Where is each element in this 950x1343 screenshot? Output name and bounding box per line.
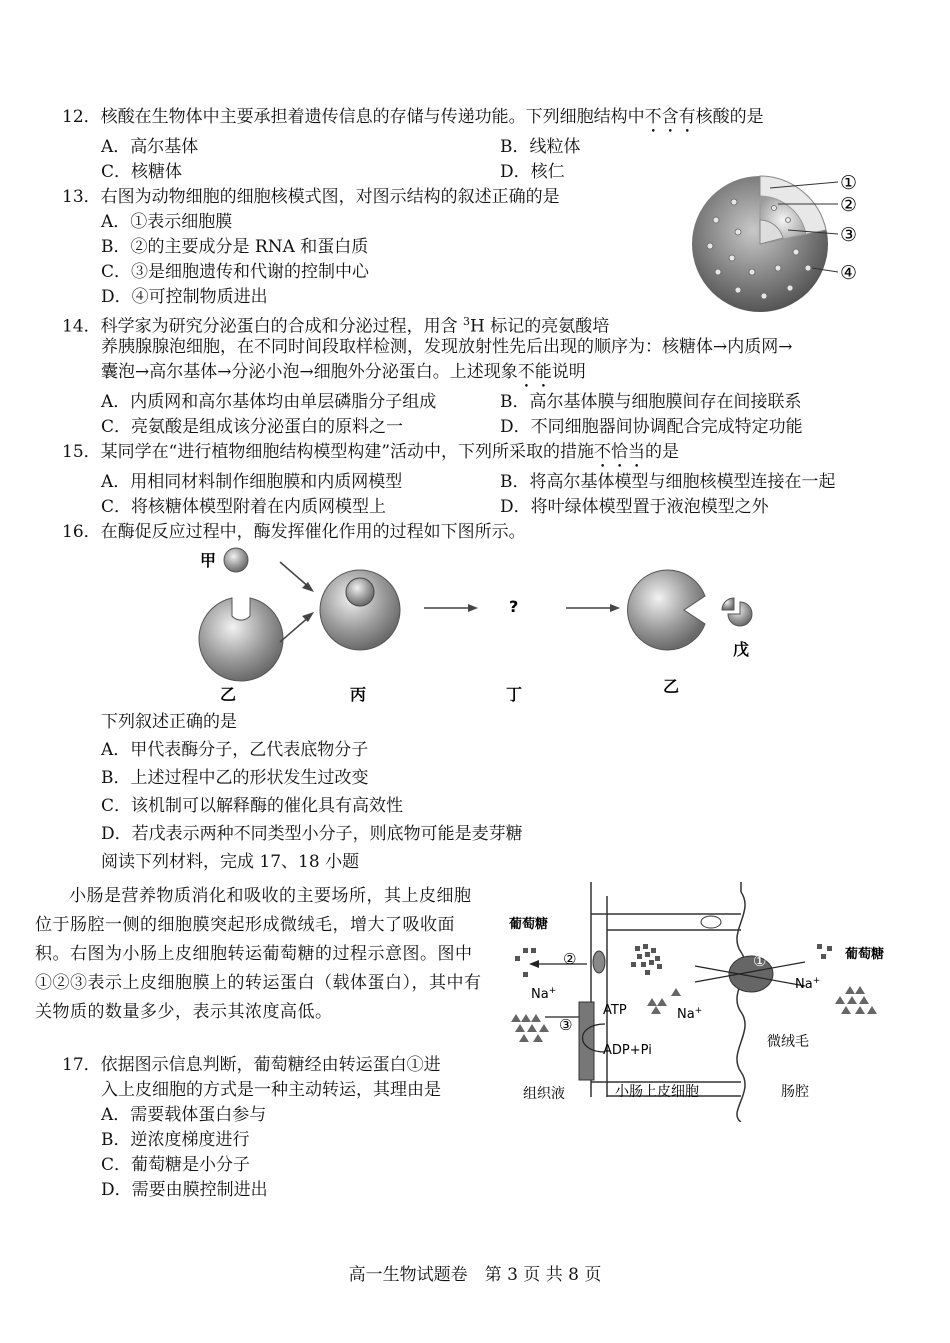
q14-option-b[interactable]: B．高尔基体膜与细胞膜间存在间接联系 (500, 392, 802, 412)
q15-stem: 15．某同学在“进行植物细胞结构模型构建”活动中，下列所采取的措施不恰当的是 (62, 442, 680, 462)
q13-option-c[interactable]: C．③是细胞遗传和代谢的控制中心 (101, 262, 370, 282)
q12-option-c[interactable]: C．核糖体 (101, 162, 183, 182)
enzyme-figure (188, 540, 768, 705)
label-cell: 小肠上皮细胞 (615, 1084, 699, 1100)
reading-passage: 小肠是营养物质消化和吸收的主要场所，其上皮细胞位于肠腔一侧的细胞膜突起形成微绒毛，增大了吸收面积。右图为小肠上皮细胞转运葡萄糖的过程示意图。图中①②③表示上皮细胞膜上的转运蛋白（载体蛋白），其中有关物质的数量多少，表示其浓度高低。 (35, 886, 482, 1022)
label-3: ③ (559, 1016, 573, 1034)
q17-stem-line1: 17．依据图示信息判断，葡萄糖经由转运蛋白①进 (62, 1055, 441, 1075)
product-wu-1 (722, 598, 734, 610)
q16-option-a[interactable]: A．甲代表酶分子，乙代表底物分子 (101, 740, 369, 760)
arrow-glucose-out (529, 960, 539, 968)
q13-option-a[interactable]: A．①表示细胞膜 (101, 212, 233, 232)
q12-stem: 12．核酸在生物体中主要承担着遗传信息的存储与传递功能。下列细胞结构中不含有核酸的是 (62, 107, 764, 127)
tight-junction (701, 916, 721, 928)
transporter-2 (593, 951, 605, 973)
label-bing: 丙 (350, 685, 367, 704)
label-glucose-left: 葡萄糖 (509, 917, 549, 932)
label-glucose-right: 葡萄糖 (845, 947, 885, 962)
label-lumen: 肠腔 (781, 1084, 809, 1100)
q16-option-d[interactable]: D．若戊表示两种不同类型小分子，则底物可能是麦芽糖 (101, 824, 523, 844)
label-tissue-fluid: 组织液 (523, 1086, 565, 1102)
reading-intro: 阅读下列材料，完成 17、18 小题 (101, 852, 360, 872)
q16-lead: 下列叙述正确的是 (101, 712, 237, 732)
label-adp: ADP+Pi (603, 1043, 652, 1058)
q16-option-c[interactable]: C．该机制可以解释酶的催化具有高效性 (101, 796, 404, 816)
label-na-right: Na+ (795, 976, 821, 992)
q14-stem-line2: 养胰腺腺泡细胞，在不同时间段取样检测，发现放射性先后出现的顺序为：核糖体→内质网→ (101, 337, 793, 357)
na-right (835, 986, 877, 1014)
q12-option-a[interactable]: A．高尔基体 (101, 137, 199, 157)
nucleus-label-2: ② (840, 194, 858, 216)
label-na-mid: Na+ (677, 1006, 703, 1022)
q14-option-c[interactable]: C．亮氨酸是组成该分泌蛋白的原料之一 (101, 417, 404, 437)
label-wu: 戊 (733, 640, 750, 659)
label-yi: 乙 (220, 685, 237, 704)
q14-stem-line1: 14．科学家为研究分泌蛋白的合成和分泌过程，用含 $^3$H 标记的亮氨酸培 (62, 315, 610, 337)
arrow-ding-yi-head (610, 604, 620, 612)
q14-option-d[interactable]: D．不同细胞器间协调配合完成特定功能 (500, 417, 803, 437)
q15-option-b[interactable]: B．将高尔基体模型与细胞核模型连接在一起 (500, 472, 836, 492)
substrate-jia (224, 548, 248, 572)
q15-option-a[interactable]: A．用相同材料制作细胞膜和内质网模型 (101, 472, 403, 492)
complex-bing-substrate (346, 578, 374, 606)
q15-option-c[interactable]: C．将核糖体模型附着在内质网模型上 (101, 497, 387, 517)
glucose-inside (631, 944, 662, 975)
q13-option-d[interactable]: D．④可控制物质进出 (101, 287, 268, 307)
q15-option-d[interactable]: D．将叶绿体模型置于液泡模型之外 (500, 497, 769, 517)
nucleus-figure (688, 168, 878, 318)
na-left (511, 1014, 549, 1042)
glucose-right (817, 944, 832, 959)
na-inside (647, 988, 681, 1014)
label-microvilli: 微绒毛 (767, 1034, 809, 1050)
q17-stem-line2: 入上皮细胞的方式是一种主动转运，其理由是 (101, 1080, 441, 1100)
label-1: ① (753, 952, 767, 970)
q17-option-c[interactable]: C．葡萄糖是小分子 (101, 1155, 251, 1175)
label-question: ? (509, 597, 519, 616)
nucleus-label-1: ① (840, 172, 858, 194)
q13-option-b[interactable]: B．②的主要成分是 RNA 和蛋白质 (101, 237, 369, 257)
arrow-yi (280, 616, 310, 642)
label-yi2: 乙 (663, 677, 680, 696)
q17-option-d[interactable]: D．需要由膜控制进出 (101, 1180, 268, 1200)
q16-stem: 16．在酶促反应过程中，酶发挥催化作用的过程如下图所示。 (62, 522, 526, 542)
q12-option-b[interactable]: B．线粒体 (500, 137, 581, 157)
arrow-jia (280, 562, 310, 588)
q13-stem: 13．右图为动物细胞的细胞核模式图，对图示结构的叙述正确的是 (62, 187, 560, 207)
nucleus-label-4: ④ (840, 262, 858, 284)
transporter-3 (579, 1002, 594, 1080)
enzyme-yi-after (628, 570, 705, 650)
label-2: ② (563, 950, 577, 968)
enzyme-yi (199, 598, 283, 681)
label-ding: 丁 (506, 685, 523, 704)
q14-stem-line3: 囊泡→高尔基体→分泌小泡→细胞外分泌蛋白。上述现象不能说明 (101, 362, 586, 382)
q14-option-a[interactable]: A．内质网和高尔基体均由单层磷脂分子组成 (101, 392, 437, 412)
label-jia: 甲 (200, 551, 217, 570)
q17-option-a[interactable]: A．需要载体蛋白参与 (101, 1105, 267, 1125)
q12-option-d[interactable]: D．核仁 (500, 162, 565, 182)
intestine-figure (505, 882, 910, 1122)
label-na-left: Na+ (531, 986, 557, 1002)
q16-option-b[interactable]: B．上述过程中乙的形状发生过改变 (101, 768, 369, 788)
page-footer: 高一生物试题卷 第 3 页 共 8 页 (348, 1265, 602, 1285)
label-atp: ATP (603, 1003, 627, 1018)
q17-option-b[interactable]: B．逆浓度梯度进行 (101, 1130, 250, 1150)
nucleus-label-3: ③ (840, 224, 858, 246)
arrow-bing-ding-head (468, 604, 478, 612)
